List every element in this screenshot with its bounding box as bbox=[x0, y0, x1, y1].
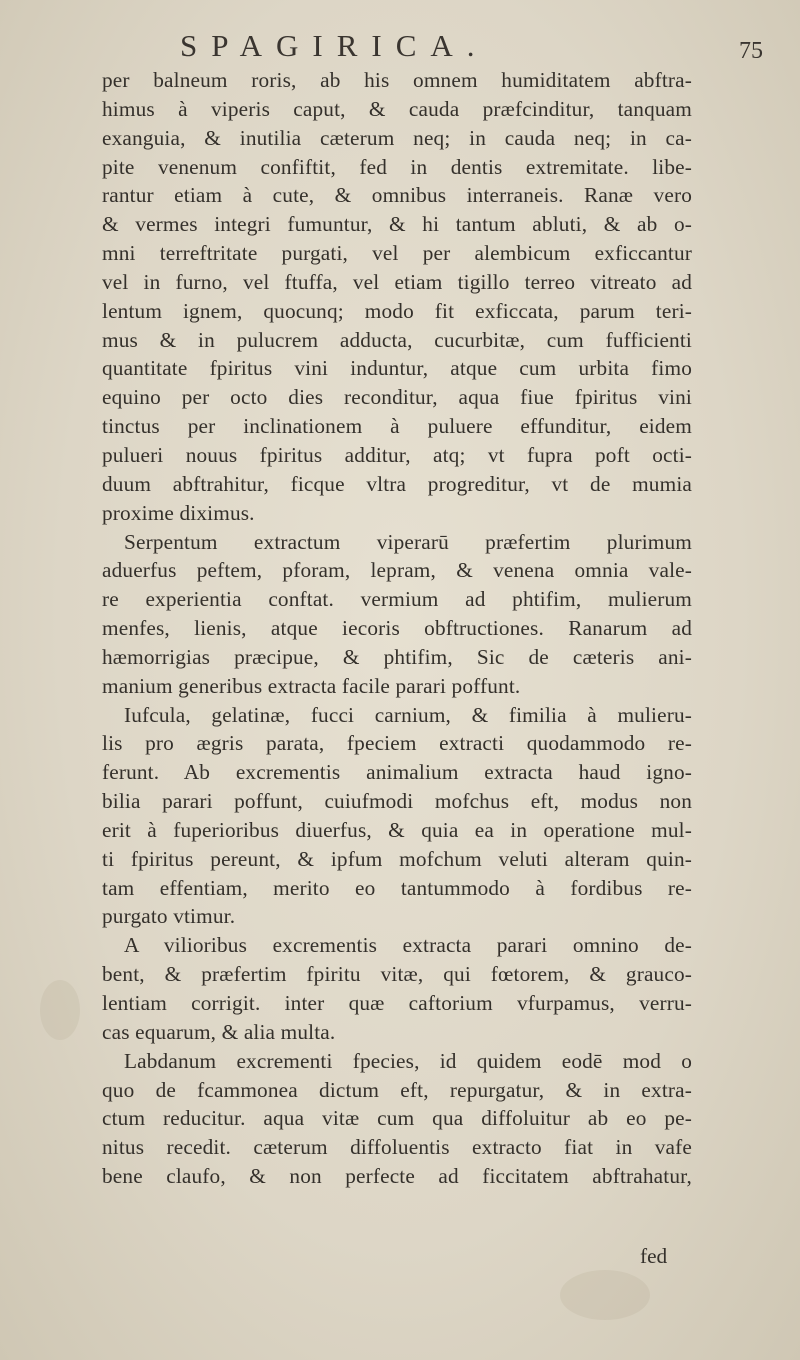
text-line: bilia parari poffunt, cuiufmodi mofchus eft, modus non bbox=[102, 789, 692, 814]
text-line: & vermes integri fumuntur, & hi tantum abluti, & ab o- bbox=[102, 212, 692, 237]
paper-stain bbox=[40, 980, 80, 1040]
text-line: equino per octo dies reconditur, aqua fiue fpiritus vini bbox=[102, 385, 692, 410]
text-line: ti fpiritus pereunt, & ipfum mofchum veluti alteram quin- bbox=[102, 846, 692, 871]
text-line: Labdanum excrementi fpecies, id quidem eodē mod o bbox=[124, 1048, 692, 1073]
text-line: bene claufo, & non perfecte ad ficcitatem abftrahatur, bbox=[102, 1164, 692, 1189]
text-line: lis pro ægris parata, fpeciem extracti quodammodo re- bbox=[102, 731, 692, 756]
text-line: erit à fuperioribus diuerfus, & quia ea in operatione mul- bbox=[102, 817, 692, 842]
text-line: pulueri nouus fpiritus additur, atq; vt fupra poft octi- bbox=[102, 442, 692, 467]
text-line: aduerfus peftem, pforam, lepram, & venena omnia vale- bbox=[102, 558, 692, 583]
text-line: mni terreftritate purgati, vel per alembicum exficcantur bbox=[102, 241, 692, 266]
page-number: 75 bbox=[739, 38, 763, 64]
text-line: pite venenum confiftit, fed in dentis extremitate. libe- bbox=[102, 154, 692, 179]
text-line: lentum ignem, quocunq; modo fit exficcata, parum teri- bbox=[102, 298, 692, 323]
text-line: bent, & præfertim fpiritu vitæ, qui fœtorem, & grauco- bbox=[102, 962, 692, 987]
text-line: mus & in pulucrem adducta, cucurbitæ, cum fufficienti bbox=[102, 327, 692, 352]
running-head-title: SPAGIRICA. bbox=[180, 28, 489, 63]
text-line: rantur etiam à cute, & omnibus interraneis. Ranæ vero bbox=[102, 183, 692, 208]
text-line: quantitate fpiritus vini induntur, atque cum urbita fimo bbox=[102, 356, 692, 381]
text-line: duum abftrahitur, ficque vltra progreditur, vt de mumia bbox=[102, 471, 692, 496]
body-text bbox=[102, 66, 692, 1191]
text-line: lentiam corrigit. inter quæ caftorium vfurpamus, verru- bbox=[102, 991, 692, 1015]
text-line: exanguia, & inutilia cæterum neq; in cauda neq; in ca- bbox=[102, 125, 692, 150]
text-line: tinctus per inclinationem à puluere effunditur, eidem bbox=[102, 414, 692, 439]
text-line: ferunt. Ab excrementis animalium extracta haud igno- bbox=[102, 760, 692, 785]
text-line: manium generibus extracta facile parari poffunt. bbox=[102, 673, 521, 698]
text-line: ctum reducitur. aqua vitæ cum qua diffoluitur ab eo pe- bbox=[102, 1106, 692, 1131]
text-line: purgato vtimur. bbox=[102, 904, 236, 929]
text-line: per balneum roris, ab his omnem humiditatem abftra- bbox=[102, 68, 692, 92]
text-line: cas equarum, & alia multa. bbox=[102, 1019, 336, 1044]
text-line: Iufcula, gelatinæ, fucci carnium, & fimilia à mulieru- bbox=[124, 702, 692, 727]
text-line: Serpentum extractum viperarū præfertim plurimum bbox=[124, 529, 692, 554]
text-line: himus à viperis caput, & cauda præfcinditur, tanquam bbox=[102, 96, 692, 121]
paper-stain bbox=[560, 1270, 650, 1320]
text-line: tam effentiam, merito eo tantummodo à fordibus re- bbox=[102, 875, 692, 900]
text-line: re experientia conftat. vermium ad phtifim, mulierum bbox=[102, 587, 692, 612]
text-line: proxime diximus. bbox=[102, 500, 255, 525]
text-line: quo de fcammonea dictum eft, repurgatur, & in extra- bbox=[102, 1077, 692, 1102]
catchword: fed bbox=[640, 1244, 668, 1268]
text-line: nitus recedit. cæterum diffoluentis extracto fiat in vafe bbox=[102, 1135, 692, 1160]
running-head bbox=[0, 22, 800, 62]
text-line: hæmorrigias præcipue, & phtifim, Sic de cæteris ani- bbox=[102, 644, 692, 669]
text-line: vel in furno, vel ftuffa, vel etiam tigillo terreo vitreato ad bbox=[102, 269, 692, 294]
text-line: menfes, lienis, atque iecoris obftructiones. Ranarum ad bbox=[102, 616, 692, 641]
text-line: A vilioribus excrementis extracta parari omnino de- bbox=[124, 933, 692, 958]
